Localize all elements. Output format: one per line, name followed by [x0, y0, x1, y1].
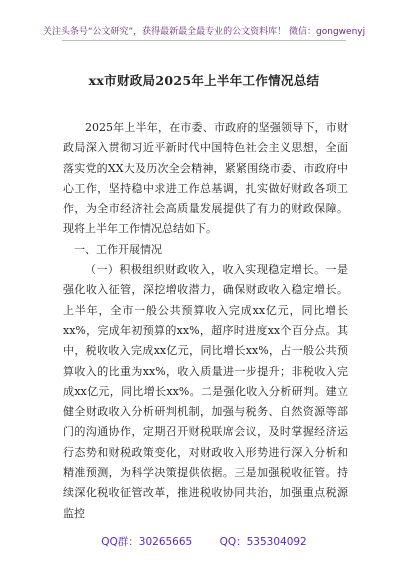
footer-contact: [0, 534, 408, 549]
qq-number-text: QQ：535304092: [219, 536, 307, 548]
top-banner: 关注头条号“公文研究”，获得最新最全最专业的公文资料库！ 微信：gongwenyj: [42, 27, 366, 37]
section-heading: 一、工作开展情况: [74, 242, 162, 256]
body-paragraph: （一）积极组织财政收入，收入实现稳定增长。一是强化收入征管，深挖增收潜力，确保财政收入稳定增长。上半年，全市一般公共预算收入完成xx亿元，同比增长xx%，完成年初预算的xx%，超序时进度xx个百分点。其中，税收收入完成xx亿元，同比增长xx%，占一般公共预算收入的比重为xx%，收入质量进一步提升；非税收入完成xx亿元，同比增长xx%。二是强化收入分析研判。建立健全财政收入分析研判机制，加强与税务、自然资源等部门的沟通协作，定期召开财税联席会议，及时掌握经济运行态势和财税政策变化，对财政收入形势进行深入分析和精准预测，为科学决策提供依据。三是加强税收征管。持续深化税收征管改革，推进税收协同共治，加强重点税源监控: [63, 263, 348, 520]
intro-paragraph: 2025年上半年，在市委、市政府的坚强领导下，市财政局深入贯彻习近平新时代中国特色社会主义思想，全面落实党的XX大及历次全会精神，紧紧围绕市委、市政府中心工作，坚持稳中求进工作总基调，扎实做好财政各项工作，为全市经济社会高质量发展提供了有力的财政保障。现将上半年工作情况总结如下。: [63, 121, 348, 236]
document-body: [63, 118, 348, 524]
header-divider: [62, 40, 346, 41]
document-title: xx市财政局2025年上半年工作情况总结: [88, 73, 320, 88]
qq-group-text: QQ群：30265665: [101, 536, 193, 548]
